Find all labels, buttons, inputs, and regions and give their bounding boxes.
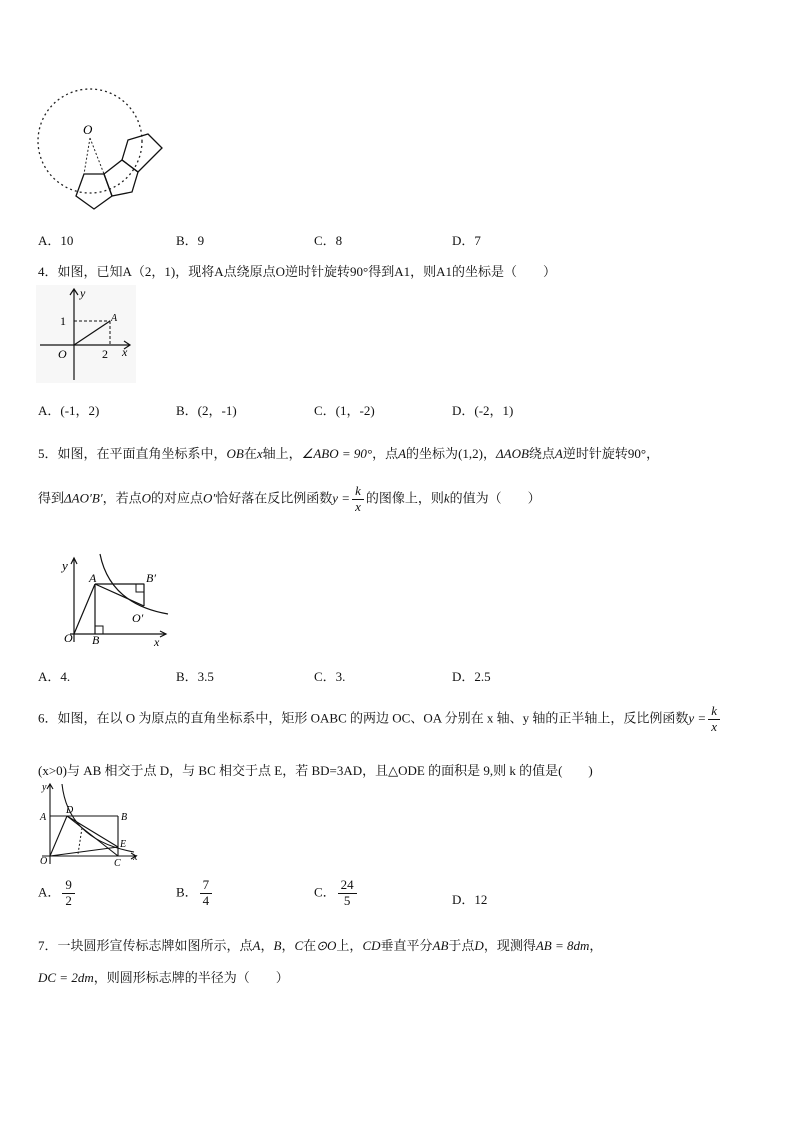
dotted-radius-2 xyxy=(90,138,104,174)
q7-line-2: DC = 2dm，则圆形标志牌的半径为（ ） xyxy=(38,970,289,985)
q6-option-d[interactable]: D．12 xyxy=(452,892,488,907)
svg-text:O: O xyxy=(64,631,73,645)
svg-text:y: y xyxy=(42,782,47,793)
svg-text:E: E xyxy=(120,839,127,850)
svg-text:A: A xyxy=(89,571,97,585)
q5-line-2: 得到ΔAO′B′，若点O的对应点O′恰好落在反比例函数y = $\frac{k}{x}$ 的图像上，则k的值为（ ） xyxy=(38,483,541,514)
svg-text:A: A xyxy=(111,313,118,324)
q4-option-b[interactable]: B．(2，-1) xyxy=(176,403,237,418)
q7-line-1: 7．一块圆形宣传标志牌如图所示，点A，B，C在⊙O上，CD垂直平分AB于点D，现测得AB = 8dm， xyxy=(38,938,603,953)
svg-text:y: y xyxy=(62,558,68,573)
q3-option-d[interactable]: D．7 xyxy=(452,233,481,248)
svg-text:x: x xyxy=(122,345,128,359)
svg-text:D: D xyxy=(66,805,74,816)
svg-text:B: B xyxy=(121,812,128,823)
dotted-circle xyxy=(38,89,142,193)
q6-line-2: (x>0)与 AB 相交于点 D，与 BC 相交于点 E，若 BD=3AD，且△ODE 的面积是 9,则 k 的值是( ) xyxy=(38,763,593,778)
q6-option-a[interactable]: A． $\frac{9}{2}$ xyxy=(38,878,77,909)
svg-text:2: 2 xyxy=(102,347,108,361)
q5-line-1: 5．如图，在平面直角坐标系中，OB在x轴上，∠ABO = 90°，点A的坐标为(1,2)，ΔAOB绕点A逆时针旋转90°， xyxy=(38,446,660,461)
svg-text:1: 1 xyxy=(60,314,66,328)
svg-text:y: y xyxy=(80,286,86,300)
q4-figure xyxy=(36,285,136,385)
svg-text:A: A xyxy=(40,812,47,823)
q4-option-d[interactable]: D．(-2，1) xyxy=(452,403,514,418)
q5-option-c[interactable]: C．3. xyxy=(314,669,346,684)
q3-option-b[interactable]: B．9 xyxy=(176,233,205,248)
svg-text:B′: B′ xyxy=(146,571,156,585)
pentagon-3 xyxy=(122,134,162,172)
q3-figure xyxy=(38,84,168,219)
svg-text:B: B xyxy=(92,633,100,647)
q5-option-a[interactable]: A．4. xyxy=(38,669,71,684)
q5-option-b[interactable]: B．3.5 xyxy=(176,669,214,684)
svg-text:O: O xyxy=(40,856,48,867)
q4-option-c[interactable]: C．(1，-2) xyxy=(314,403,375,418)
svg-text:x: x xyxy=(154,635,160,649)
q6-figure xyxy=(38,780,142,869)
q6-option-c[interactable]: C． $\frac{24}{5}$ xyxy=(314,878,359,909)
q4-question-text: 4．如图，已知A（2，1)，现将A点绕原点O逆时针旋转90°得到A1，则A1的坐标是（ ） xyxy=(38,264,556,279)
svg-text:O′: O′ xyxy=(132,611,144,625)
q5-option-d[interactable]: D．2.5 xyxy=(452,669,491,684)
q3-option-c[interactable]: C．8 xyxy=(314,233,343,248)
q4-option-a[interactable]: A．(-1，2) xyxy=(38,403,100,418)
q3-option-a[interactable]: A．10 xyxy=(38,233,74,248)
q6-option-b[interactable]: B． $\frac{7}{4}$ xyxy=(176,878,214,909)
label-O: O xyxy=(83,122,93,137)
q6-line-1: 6．如图，在以 O 为原点的直角坐标系中，矩形 OABC 的两边 OC、OA 分别在 x 轴、y 轴的正半轴上，反比例函数y = $\frac{k}{x}$ xyxy=(38,704,722,735)
q6-fraction: $\frac{k}{x}$ xyxy=(708,704,720,735)
pentagon-2 xyxy=(104,160,138,196)
dotted-radius-1 xyxy=(84,138,90,174)
svg-text:O: O xyxy=(58,347,67,361)
q5-figure xyxy=(58,552,173,647)
svg-text:C: C xyxy=(114,858,121,869)
svg-text:x: x xyxy=(133,852,138,863)
q5-fraction: $\frac{k}{x}$ xyxy=(352,484,364,515)
